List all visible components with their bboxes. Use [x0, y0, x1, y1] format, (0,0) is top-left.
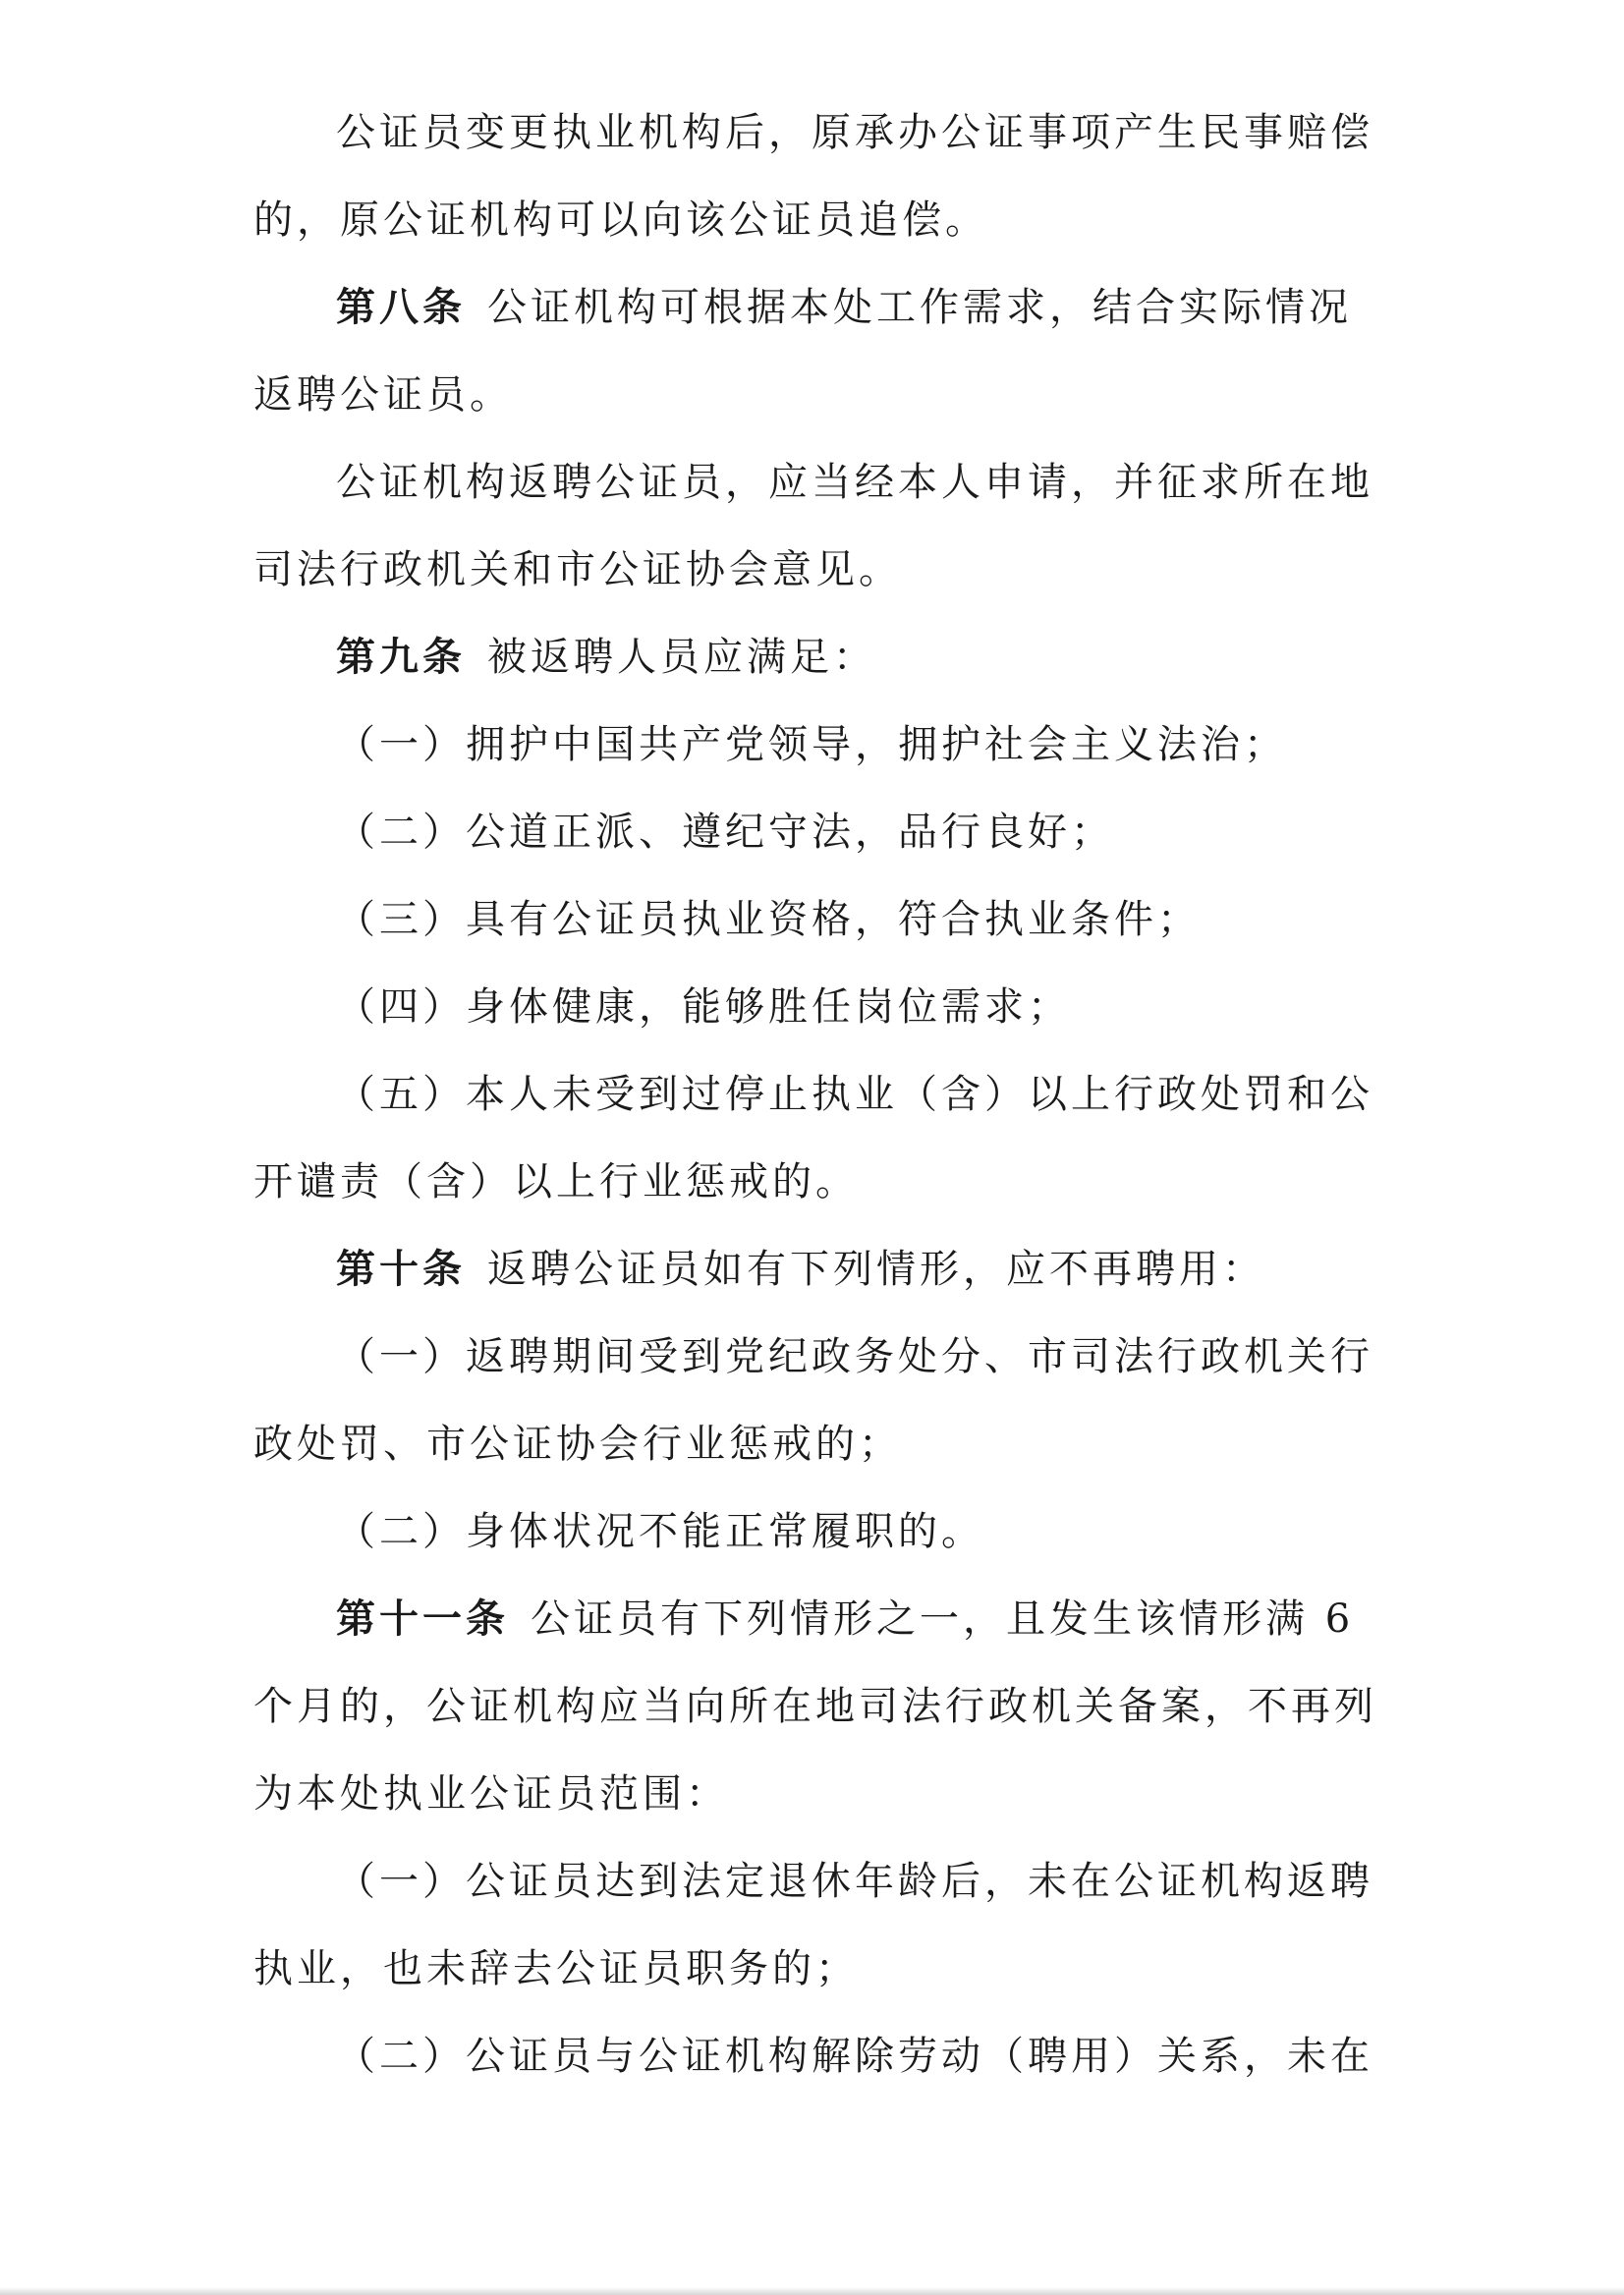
- article-heading: 第十条: [336, 1247, 466, 1292]
- article-heading: 第八条: [336, 285, 466, 330]
- paragraph-line: 政处罚、市公证协会行业惩戒的；: [253, 1422, 902, 1467]
- article-8-line: 第八条 公证机构可根据本处工作需求，结合实际情况: [336, 285, 1352, 330]
- paragraph-line: 执业，也未辞去公证员职务的；: [253, 1946, 859, 1991]
- list-item: （一）返聘期间受到党纪政务处分、市司法行政机关行: [336, 1334, 1373, 1379]
- list-item: （三）具有公证员执业资格，符合执业条件；: [336, 897, 1201, 942]
- paragraph-line: 个月的，公证机构应当向所在地司法行政机关备案，不再列: [253, 1684, 1377, 1729]
- list-item: （二）公道正派、遵纪守法，品行良好；: [336, 810, 1114, 855]
- article-heading: 第十一条: [336, 1596, 509, 1642]
- list-item: （一）拥护中国共产党领导，拥护社会主义法治；: [336, 722, 1287, 767]
- paragraph-line: 为本处执业公证员范围：: [253, 1771, 729, 1817]
- list-item: （四）身体健康，能够胜任岗位需求；: [336, 984, 1071, 1030]
- paragraph-line: 司法行政机关和市公证协会意见。: [253, 547, 902, 592]
- paragraph-line: 公证员变更执业机构后，原承办公证事项产生民事赔偿: [336, 110, 1373, 155]
- article-10-line: 第十条 返聘公证员如有下列情形，应不再聘用：: [336, 1247, 1265, 1292]
- paragraph-line: 开谴责（含）以上行业惩戒的。: [253, 1159, 859, 1204]
- list-item: （一）公证员达到法定退休年龄后，未在公证机构返聘: [336, 1859, 1373, 1904]
- list-item: （二）公证员与公证机构解除劳动（聘用）关系，未在: [336, 2034, 1373, 2079]
- list-item: （五）本人未受到过停止执业（含）以上行政处罚和公: [336, 1072, 1373, 1117]
- article-11-line: 第十一条 公证员有下列情形之一，且发生该情形满 6: [336, 1596, 1355, 1642]
- list-item: （二）身体状况不能正常履职的。: [336, 1509, 984, 1554]
- paragraph-line: 的，原公证机构可以向该公证员追偿。: [253, 197, 988, 243]
- scan-bottom-edge: [0, 2287, 1624, 2295]
- paragraph-line: 返聘公证员。: [253, 372, 513, 418]
- article-heading: 第九条: [336, 635, 466, 680]
- article-9-line: 第九条 被返聘人员应满足：: [336, 635, 876, 680]
- paragraph-line: 公证机构返聘公证员，应当经本人申请，并征求所在地: [336, 460, 1373, 505]
